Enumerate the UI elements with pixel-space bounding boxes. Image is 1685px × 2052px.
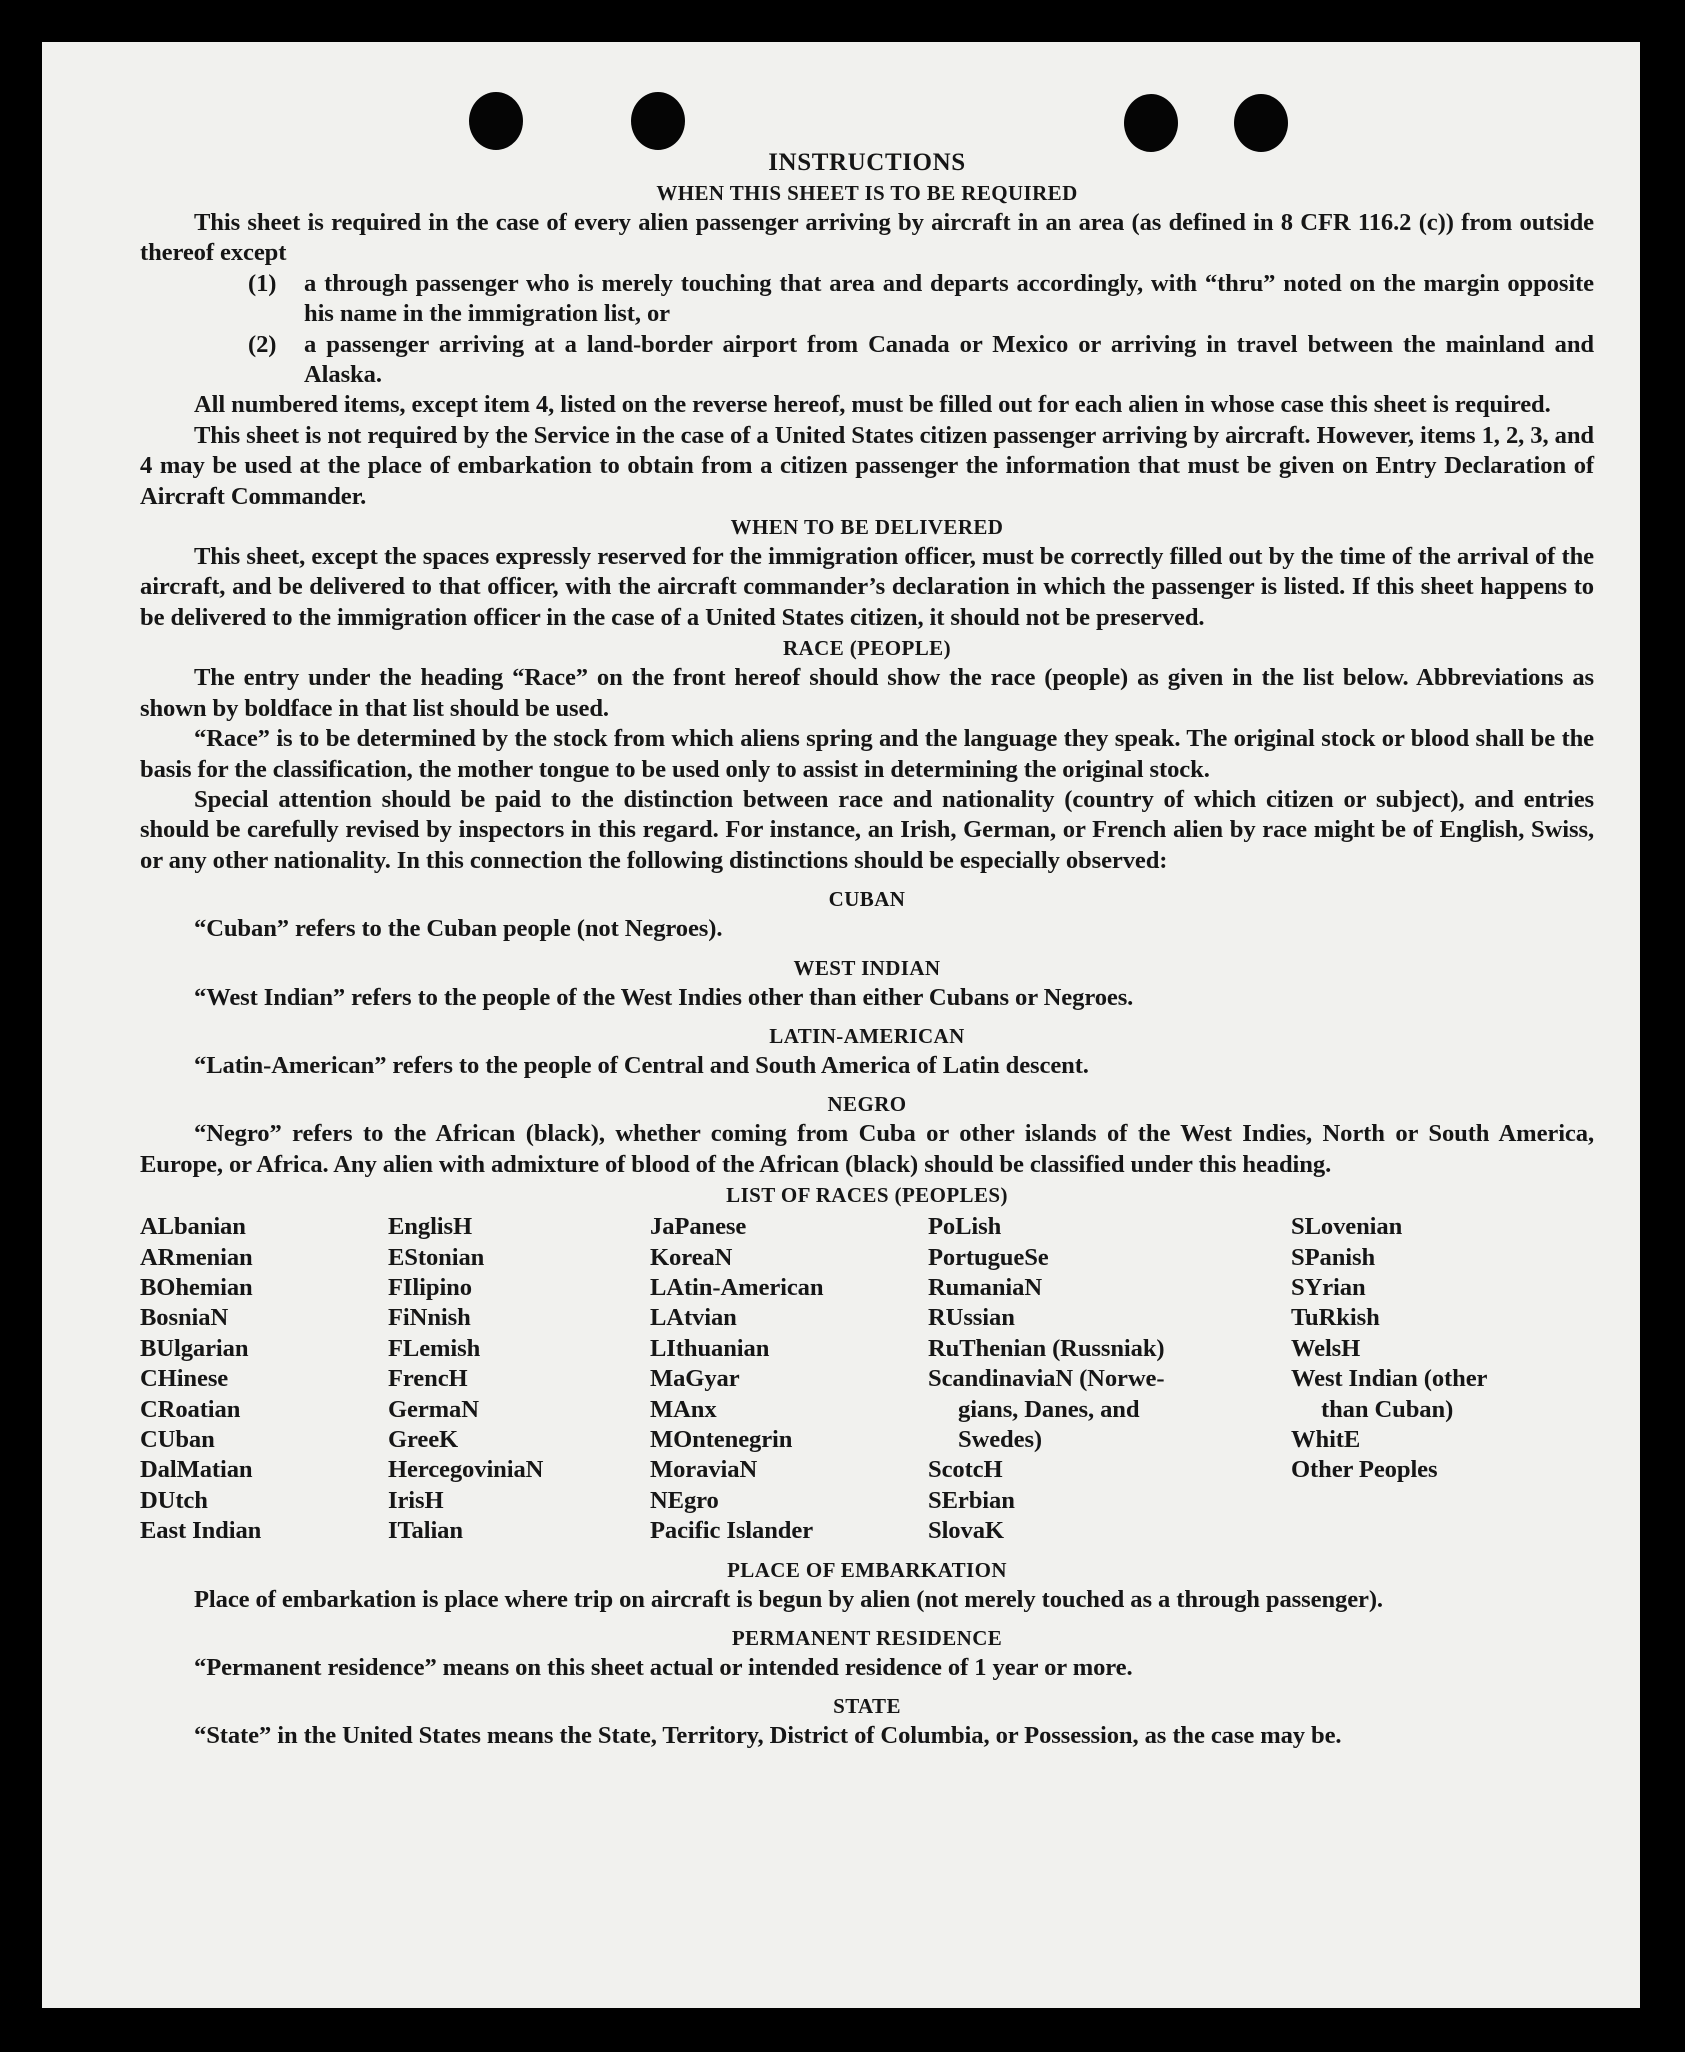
race-item: LAtvian xyxy=(650,1304,737,1332)
paragraph: “State” in the United States means the State, Territory, District of Columbia, or Possession, as the case may be. xyxy=(194,1722,1342,1750)
races-column xyxy=(928,1212,1291,1546)
paragraph: “Race” is to be determined by the stock from which aliens spring and the language they speak. The original stock or blood shall be the basis for the classification, the mother tongue to be used only to assist in determining the original stock. xyxy=(140,725,1594,783)
race-item: SLovenian xyxy=(1291,1213,1403,1241)
race-item: BUlgarian xyxy=(140,1334,249,1362)
exception-item xyxy=(248,330,1594,391)
race-item: MAnx xyxy=(650,1395,717,1423)
races-list xyxy=(140,1212,1594,1546)
race-item: SYrian xyxy=(1291,1273,1366,1301)
race-item: HercegoviniaN xyxy=(388,1456,544,1484)
race-item: EnglisH xyxy=(388,1213,473,1241)
race-item: FrencH xyxy=(388,1365,468,1393)
paragraph: “Latin-American” refers to the people of Central and South America of Latin descent. xyxy=(194,1051,1089,1079)
punch-hole xyxy=(1234,94,1288,152)
race-item: SErbian xyxy=(928,1486,1015,1514)
section-heading: CUBAN xyxy=(828,887,906,912)
document-page xyxy=(42,42,1640,2008)
race-item: DalMatian xyxy=(140,1456,253,1484)
race-item: PoLish xyxy=(928,1213,1002,1241)
paragraph: Place of embarkation is place where trip on aircraft is begun by alien (not merely touched as a through passenger). xyxy=(194,1585,1383,1613)
paragraph: This sheet is not required by the Service in the case of a United States citizen passenger arriving by aircraft. However, items 1, 2, 3, and 4 may be used at the place of embarkation to obtain from a citizen passenger the information that must be given on Entry Declaration of Aircraft Commander. xyxy=(140,421,1594,510)
exception-text: a through passenger who is merely touching that area and departs accordingly, with “thru” noted on the margin opposite his name in the immigration list, or xyxy=(304,269,1594,328)
paragraph: All numbered items, except item 4, listed on the reverse hereof, must be filled out for each alien in whose case this sheet is required. xyxy=(194,391,1551,419)
race-item: ScandinaviaN (Norwe- xyxy=(928,1365,1165,1393)
exception-number: (1) xyxy=(248,269,277,297)
paragraph: This sheet, except the spaces expressly reserved for the immigration officer, must be correctly filled out by the time of the arrival of the aircraft, and be delivered to that officer, with the aircraft commander’s declaration in which the passenger is listed. If this sheet happens to be delivered to the immigration officer in the case of a United States citizen, it should not be preserved. xyxy=(140,543,1594,631)
paragraph: “West Indian” refers to the people of the West Indies other than either Cubans or Negroes. xyxy=(194,983,1134,1011)
punch-hole xyxy=(631,92,685,150)
paragraph: “Permanent residence” means on this sheet actual or intended residence of 1 year or more. xyxy=(194,1654,1133,1682)
race-item: SlovaK xyxy=(928,1517,1004,1545)
race-item: ALbanian xyxy=(140,1213,246,1241)
section-heading: LATIN-AMERICAN xyxy=(769,1023,965,1048)
section-heading: PERMANENT RESIDENCE xyxy=(731,1626,1003,1651)
race-item: PortugueSe xyxy=(928,1243,1049,1271)
section-heading: STATE xyxy=(833,1694,901,1719)
race-item: JaPanese xyxy=(650,1213,747,1241)
race-item: West Indian (other xyxy=(1291,1365,1488,1393)
race-item: FLemish xyxy=(388,1334,481,1362)
section-heading: LIST OF RACES (PEOPLES) xyxy=(726,1183,1008,1208)
punch-hole xyxy=(469,92,523,150)
race-item: TuRkish xyxy=(1291,1304,1380,1332)
race-item: ARmenian xyxy=(140,1243,253,1271)
punch-hole xyxy=(1124,94,1178,152)
paragraph: The entry under the heading “Race” on the front hereof should show the race (people) as given in the list below. Abbreviations as shown by boldface in that list should be used. xyxy=(140,664,1594,722)
race-item: RumaniaN xyxy=(928,1273,1042,1301)
race-item: RuThenian (Russniak) xyxy=(928,1334,1165,1362)
race-item: NEgro xyxy=(650,1486,719,1514)
exception-item xyxy=(248,269,1594,330)
paragraph: “Cuban” refers to the Cuban people (not Negroes). xyxy=(194,915,723,943)
race-item: Other Peoples xyxy=(1291,1456,1438,1484)
race-item: KoreaN xyxy=(650,1243,733,1271)
race-item: Pacific Islander xyxy=(650,1517,814,1545)
race-item: ITalian xyxy=(388,1517,463,1545)
races-column xyxy=(650,1212,928,1546)
race-item: IrisH xyxy=(388,1486,444,1514)
race-item: EStonian xyxy=(388,1243,485,1271)
race-item: FIlipino xyxy=(388,1273,472,1301)
race-item: FiNnish xyxy=(388,1304,471,1332)
race-item: CRoatian xyxy=(140,1395,241,1423)
race-item: gians, Danes, and xyxy=(958,1395,1140,1423)
race-item: WhitE xyxy=(1291,1426,1361,1453)
section-heading: WEST INDIAN xyxy=(793,955,941,980)
race-item: GermaN xyxy=(388,1395,479,1423)
instructions-content xyxy=(140,148,1594,1752)
section-heading: WHEN THIS SHEET IS TO BE REQUIRED xyxy=(656,181,1078,205)
section-heading: NEGRO xyxy=(827,1092,907,1117)
section-heading: PLACE OF EMBARKATION xyxy=(727,1557,1007,1582)
page-title: INSTRUCTIONS xyxy=(768,149,966,176)
exception-text: a passenger arriving at a land-border airport from Canada or Mexico or arriving in travel between the mainland and Alaska. xyxy=(304,330,1594,389)
race-item: MoraviaN xyxy=(650,1456,758,1484)
exception-number: (2) xyxy=(248,330,277,358)
race-item: East Indian xyxy=(140,1517,262,1545)
races-column xyxy=(388,1212,650,1546)
race-item: LIthuanian xyxy=(650,1334,770,1362)
race-item: CHinese xyxy=(140,1365,229,1393)
races-column xyxy=(1291,1212,1581,1546)
paragraph: “Negro” refers to the African (black), whether coming from Cuba or other islands of the West Indies, North or South America, Europe, or Africa. Any alien with admixture of blood of the African (black) should be classified under this heading. xyxy=(140,1120,1594,1178)
race-item: WelsH xyxy=(1291,1334,1361,1362)
race-item: CUban xyxy=(140,1426,215,1453)
races-column xyxy=(140,1212,388,1546)
race-item: LAtin-American xyxy=(650,1273,824,1301)
section-heading: WHEN TO BE DELIVERED xyxy=(730,515,1004,540)
race-item: GreeK xyxy=(388,1426,459,1453)
race-item: MaGyar xyxy=(650,1365,740,1393)
race-item: Swedes) xyxy=(958,1426,1043,1453)
race-item: DUtch xyxy=(140,1486,208,1514)
race-item: BosniaN xyxy=(140,1304,229,1332)
paragraph: Special attention should be paid to the distinction between race and nationality (country of which citizen or subject), and entries should be carefully revised by inspectors in this regard. For instance, an Irish, German, or French alien by race might be of English, Swiss, or any other nationality. In this connection the following distinctions should be especially observed: xyxy=(140,785,1594,874)
race-item: MOntenegrin xyxy=(650,1426,793,1453)
section-heading: RACE (PEOPLE) xyxy=(783,636,951,661)
race-item: than Cuban) xyxy=(1321,1395,1454,1423)
race-item: SPanish xyxy=(1291,1243,1376,1271)
race-item: RUssian xyxy=(928,1304,1015,1332)
race-item: ScotcH xyxy=(928,1456,1003,1484)
race-item: BOhemian xyxy=(140,1273,253,1301)
paragraph: This sheet is required in the case of every alien passenger arriving by aircraft in an area (as defined in 8 CFR 116.2 (c)) from outside thereof except xyxy=(140,209,1594,267)
